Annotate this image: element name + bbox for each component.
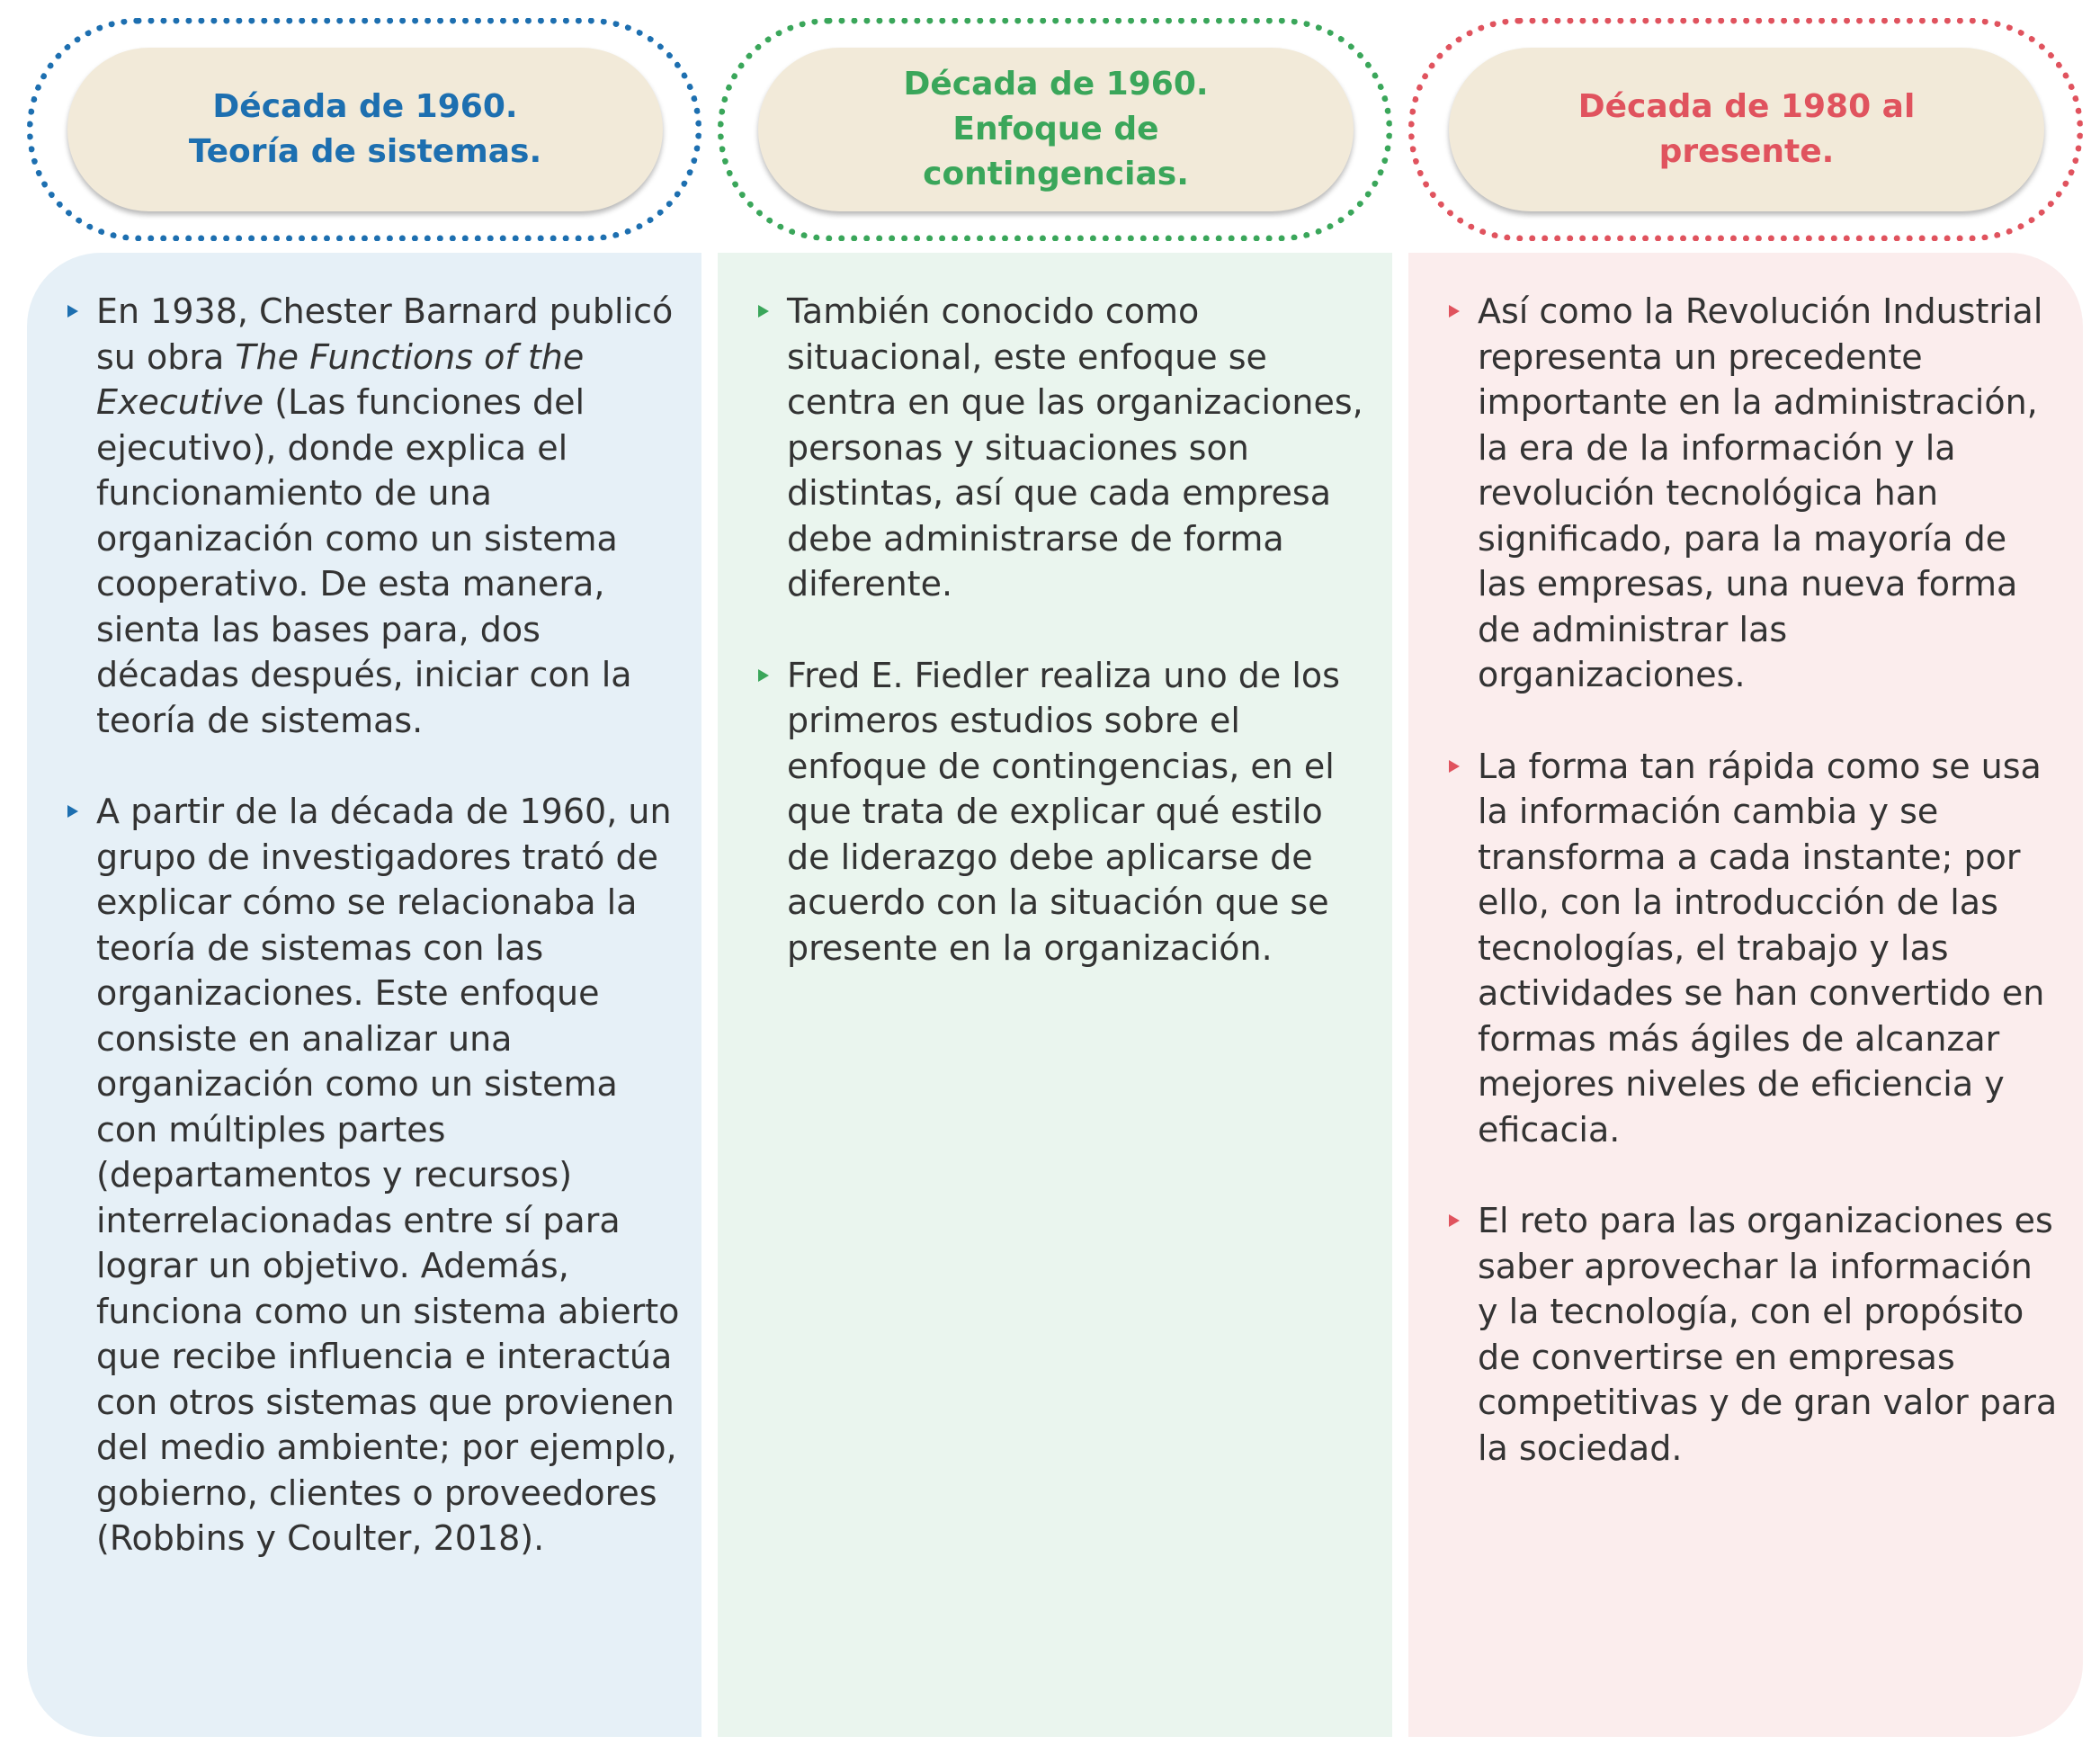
- bullet-item: [758, 289, 1371, 607]
- book-title: The Functions of the Executive: [96, 336, 585, 422]
- triangle-bullet-icon: [758, 669, 769, 682]
- content-panel: [27, 253, 701, 1737]
- column-title: Década de 1980 al presente.: [1577, 88, 1916, 170]
- bullet-text-before: En 1938, Chester Barnard publicó su obra: [96, 291, 674, 377]
- triangle-bullet-icon: [1449, 1214, 1460, 1227]
- triangle-bullet-icon: [1449, 760, 1460, 773]
- bullet-item: [1449, 289, 2061, 698]
- column-title: Década de 1960. Teoría de sistemas.: [188, 88, 542, 170]
- triangle-bullet-icon: [758, 305, 769, 318]
- bullet-text: El reto para las organizaciones es saber aprovechar la información y la tecnología, con el propósito de convertirse en empresas competitivas y de gran valor para la sociedad.: [1478, 1201, 2058, 1468]
- content-panel: [718, 253, 1392, 1737]
- triangle-bullet-icon: [67, 805, 78, 818]
- header-pill: [1449, 48, 2044, 211]
- bullet-item: [67, 789, 680, 1562]
- bullet-item: [1449, 1198, 2061, 1471]
- bullet-text: También conocido como situacional, este enfoque se centra en que las organizaciones, personas y situaciones son distintas, así que cada empresa debe administrarse de forma diferente.: [787, 291, 1363, 604]
- bullet-text-after: (Las funciones del ejecutivo), donde explica el funcionamiento de una organización como un sistema cooperativo. De esta manera, sienta las bases para, dos décadas después, iniciar con la teoría de sistemas.: [96, 382, 632, 740]
- content-panel: [1408, 253, 2083, 1737]
- bullet-text: A partir de la década de 1960, un grupo de investigadores trató de explicar cómo se relacionaba la teoría de sistemas con las organizaciones. Este enfoque consiste en analizar una organización como un sistema con múltiples partes (departamentos y recursos) interrelacionadas entre sí para lograr un objetivo. Además, funciona como un sistema abierto que recibe influencia e interactúa con otros sistemas que provienen del medio ambiente; por ejemplo, gobierno, clientes o proveedores (Robbins y Coulter, 2018).: [96, 792, 680, 1558]
- header-pill: [758, 48, 1354, 211]
- triangle-bullet-icon: [67, 305, 78, 318]
- column-enfoque-de-contingencias: [718, 0, 1392, 1763]
- header-pill: [67, 48, 663, 211]
- column-title: Década de 1960. Enfoque de contingencias.: [903, 66, 1209, 192]
- bullet-text: Fred E. Fiedler realiza uno de los primeros estudios sobre el enfoque de contingencias, en el que trata de explicar qué estilo de liderazgo debe aplicarse de acuerdo con la situación que se presente en la organización.: [787, 655, 1340, 968]
- bullet-text: La forma tan rápida como se usa la información cambia y se transforma a cada instante; por ello, con la introducción de las tecnologías, el trabajo y las actividades se han convertido en formas más ágiles de alcanzar mejores niveles de eficiencia y eficacia.: [1478, 746, 2045, 1150]
- bullet-item: [1449, 744, 2061, 1153]
- column-teoria-de-sistemas: [27, 0, 701, 1763]
- column-decada-1980-presente: [1408, 0, 2083, 1763]
- bullet-item: [758, 653, 1371, 971]
- bullet-item: [67, 289, 680, 743]
- bullet-text: Así como la Revolución Industrial representa un precedente importante en la administración, la era de la información y la revolución tecnológica han significado, para la mayoría de las empresas, una nueva forma de administrar las organizaciones.: [1478, 291, 2043, 694]
- triangle-bullet-icon: [1449, 305, 1460, 318]
